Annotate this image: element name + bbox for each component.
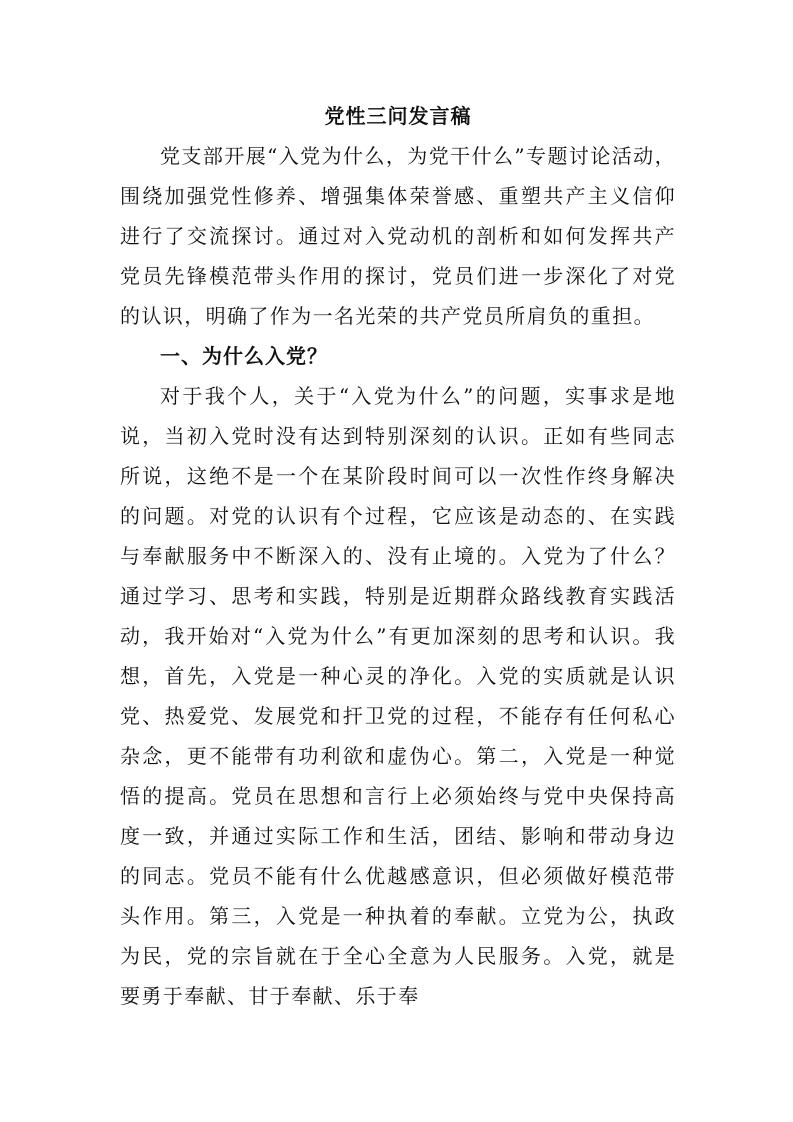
- section-heading: 一、为什么入党？: [160, 344, 328, 368]
- document-body: [120, 96, 676, 1016]
- intro-paragraph: 党支部开展“入党为什么，为党干什么”专题讨论活动，围绕加强党性修养、增强集体荣誉感、重塑共产主义信仰进行了交流探讨。通过对入党动机的剖析和如何发挥共产党员先锋模范带头作用的探讨，党员们进一步深化了对党的认识，明确了作为一名光荣的共产党员所肩负的重担。: [120, 144, 676, 328]
- document-title: 党性三问发言稿: [324, 104, 472, 128]
- section-paragraph: 对于我个人，关于“入党为什么”的问题，实事求是地说，当初入党时没有达到特别深刻的认识。正如有些同志所说，这绝不是一个在某阶段时间可以一次性作终身解决的问题。对党的认识有个过程，它应该是动态的、在实践与奉献服务中不断深入的、没有止境的。入党为了什么？通过学习、思考和实践，特别是近期群众路线教育实践活动，我开始对“入党为什么”有更加深刻的思考和认识。我想，首先，入党是一种心灵的净化。入党的实质就是认识党、热爱党、发展党和扞卫党的过程，不能存有任何私心杂念，更不能带有功利欲和虚伪心。第二，入党是一种觉悟的提高。党员在思想和言行上必须始终与党中央保持高度一致，并通过实际工作和生活，团结、影响和带动身边的同志。党员不能有什么优越感意识，但必须做好模范带头作用。第三，入党是一种执着的奉献。立党为公，执政为民，党的宗旨就在于全心全意为人民服务。入党，就是要勇于奉献、甘于奉献、乐于奉: [120, 384, 676, 1008]
